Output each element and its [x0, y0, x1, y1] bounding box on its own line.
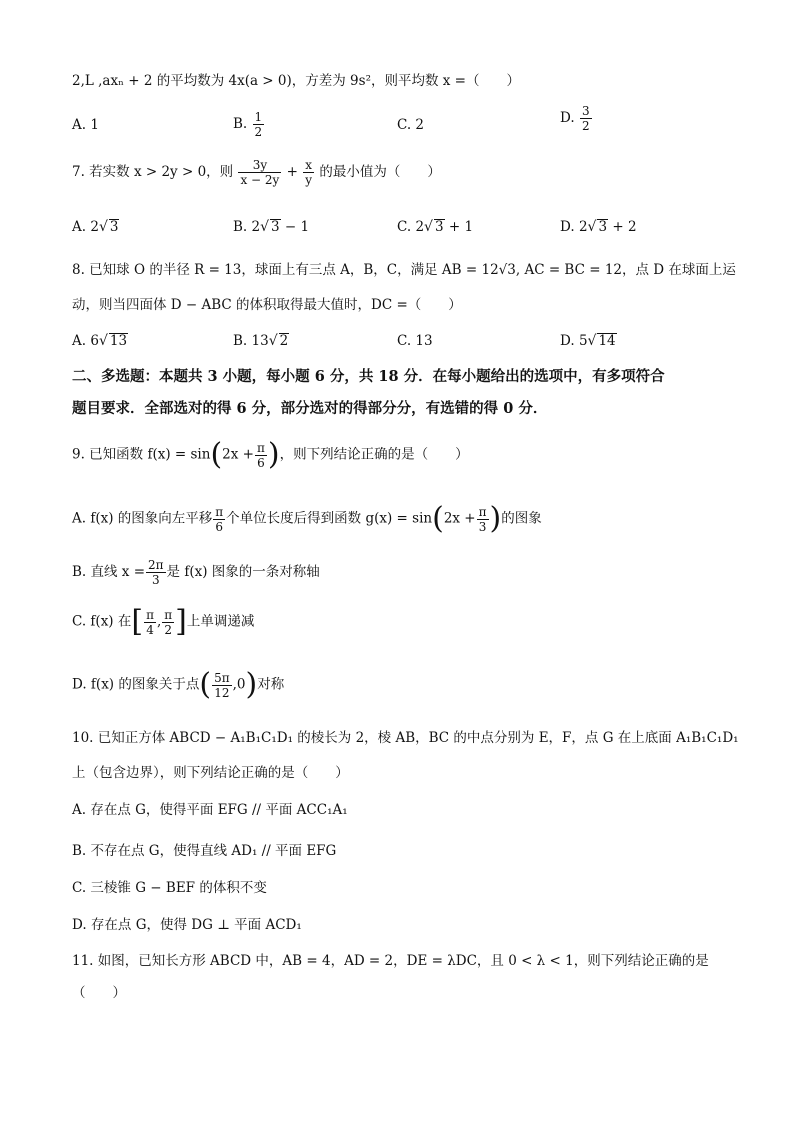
q6-option-d [560, 104, 593, 133]
question-10-line-1: 10. 已知正方体 ABCD − A₁B₁C₁D₁ 的棱长为 2，棱 AB，BC 的中点分别为 E，F，点 G 在上底面 A₁B₁C₁D₁ [72, 730, 739, 746]
question-7-stem [72, 158, 441, 187]
q7-option-b: B. 2√ 3 − 1 [233, 219, 310, 235]
q6-option-b-label: B. [233, 116, 248, 132]
q6-option-c: C. 2 [397, 117, 425, 133]
q8-option-c: C. 13 [397, 333, 433, 349]
question-8-line-2: 动，则当四面体 D − ABC 的体积取得最大值时，DC =（ ） [72, 297, 462, 313]
q6-option-d-fraction: $\frac{3}{2}$ [581, 104, 590, 133]
q9-pi-over-6: $\frac{\pi}{6}$ [256, 440, 265, 470]
q10-option-c: C. 三棱锥 G − BEF 的体积不变 [72, 880, 267, 896]
q9-option-c: C. f(x) 在[ $\frac{\pi}{4}$ , $\frac{\pi}{2}$ ]上单调递减 [72, 604, 255, 639]
q9-option-a: A. f(x) 的图象向左平移 $\frac{\pi}{6}$ 个单位长度后得到函数 g(x) = sin(2x + $\frac{\pi}{3}$ )的图象 [72, 501, 542, 536]
question-9-stem: 9. 已知函数 f(x) = sin(2x + $\frac{\pi}{6}$ )，则下列结论正确的是（ ） [72, 437, 469, 472]
question-11-line-1: 11. 如图，已知长方形 ABCD 中，AB = 4，AD = 2，DE = λDC，且 0 < λ < 1，则下列结论正确的是 [72, 953, 709, 969]
q7-fraction-2: $\frac{x}{y}$ [305, 158, 313, 187]
q8-option-d: D. 5√ 14 [560, 333, 616, 349]
q7-plus: + [286, 164, 298, 180]
question-6-stem-tail: 2,L ,axₙ + 2 的平均数为 4x(a > 0)，方差为 9s²，则平均数 x =（ ） [72, 73, 520, 89]
q6-option-b-fraction: $\frac{1}{2}$ [254, 110, 263, 139]
section-2-heading-line-1: 二、多选题：本题共 3 小题，每小题 6 分，共 18 分．在每小题给出的选项中，有多项符合 [72, 368, 665, 385]
q6-option-a: A. 1 [72, 117, 99, 133]
q10-option-b: B. 不存在点 G，使得直线 AD₁ // 平面 EFG [72, 843, 337, 859]
section-2-heading-line-2: 题目要求．全部选对的得 6 分，部分选对的得部分分，有选错的得 0 分． [72, 400, 548, 417]
q9-option-d: D. f(x) 的图象关于点( $\frac{5\pi}{12}$ ,0)对称 [72, 667, 285, 702]
question-11-line-2: （ ） [72, 985, 126, 1001]
q7-option-c: C. 2√ 3 + 1 [397, 219, 474, 235]
q6-option-b [233, 110, 265, 139]
question-8-line-1: 8. 已知球 O 的半径 R = 13，球面上有三点 A，B，C，满足 AB = 12√3, AC = BC = 12，点 D 在球面上运 [72, 262, 736, 278]
q7-fraction-1: $\frac{3y}{x - 2y}$ [240, 158, 280, 187]
q10-option-a: A. 存在点 G，使得平面 EFG // 平面 ACC₁A₁ [72, 802, 348, 818]
q8-option-a: A. 6√ 13 [72, 333, 128, 349]
q7-stem-pre: 7. 若实数 x > 2y > 0，则 [72, 164, 234, 180]
q10-option-d: D. 存在点 G，使得 DG ⊥ 平面 ACD₁ [72, 917, 302, 933]
q9-option-b: B. 直线 x = $\frac{2\pi}{3}$ 是 f(x) 图象的一条对称轴 [72, 558, 320, 587]
q7-option-a: A. 2√ 3 [72, 219, 119, 235]
q7-stem-post: 的最小值为（ ） [319, 164, 441, 180]
q6-option-d-label: D. [560, 110, 575, 126]
q8-option-b: B. 13√ 2 [233, 333, 289, 349]
q7-option-d: D. 2√ 3 + 2 [560, 219, 637, 235]
question-10-line-2: 上（包含边界），则下列结论正确的是（ ） [72, 765, 349, 781]
